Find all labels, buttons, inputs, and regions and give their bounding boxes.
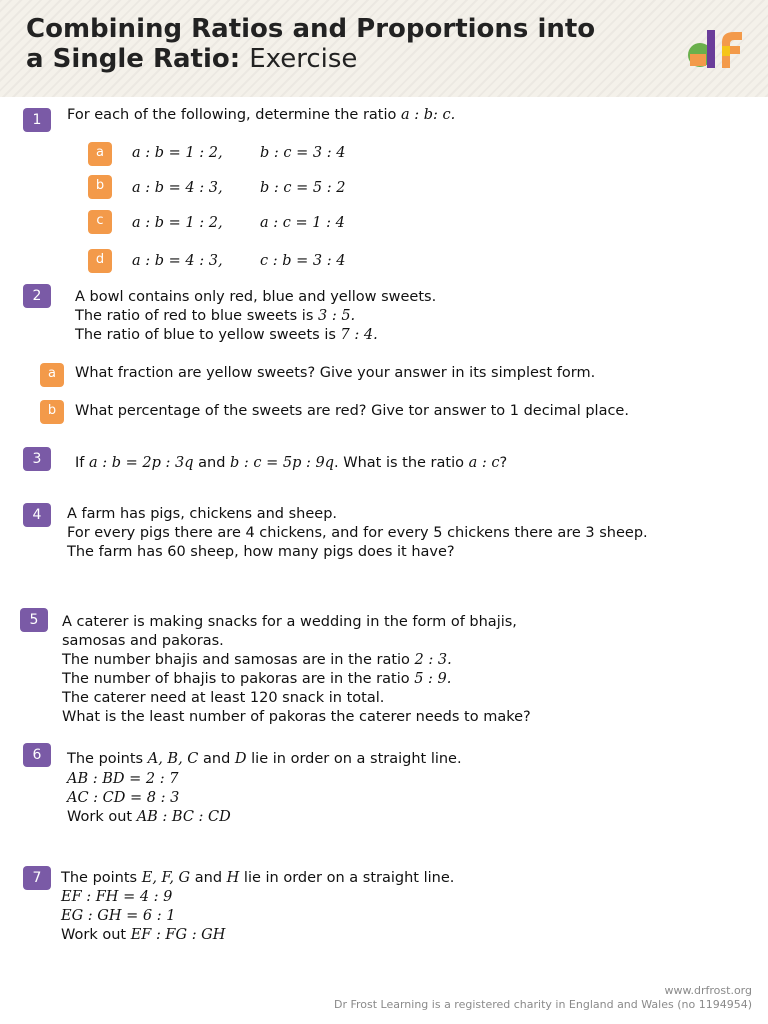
q2-line1: A bowl contains only red, blue and yellow sweets. (75, 289, 437, 305)
q6-line1 (67, 750, 462, 769)
q6-l1m: A, B, C (147, 751, 199, 767)
q5-line6: What is the least number of pakoras the caterer needs to make? (62, 709, 531, 725)
q1-part-a-right: b : c = 3 : 4 (260, 145, 346, 161)
q5-line1: A caterer is making snacks for a wedding in the form of bhajis, (62, 614, 517, 630)
q5-line3 (62, 651, 452, 670)
q6-l1b: and (198, 751, 235, 767)
q3-text (75, 454, 507, 473)
q3-t2: and (193, 455, 231, 471)
q2-part-b-text: What percentage of the sweets are red? Give tor answer to 1 decimal place. (75, 403, 629, 419)
q1-part-d-left: a : b = 4 : 3, (132, 253, 223, 269)
title-exercise: Exercise (249, 44, 358, 74)
q4-line3: The farm has 60 sheep, how many pigs does it have? (67, 544, 455, 560)
q5-line4-text: The number of bhajis to pakoras are in the ratio (62, 671, 415, 687)
q6-l4a: Work out (67, 809, 137, 825)
q2-part-a-text: What fraction are yellow sweets? Give your answer in its simplest form. (75, 365, 596, 381)
q2-part-b-badge: b (40, 400, 64, 424)
q4-line2: For every pigs there are 4 chickens, and for every 5 chickens there are 3 sheep. (67, 525, 648, 541)
q7-l1m: E, F, G (141, 870, 191, 886)
q7-l4m: EF : FG : GH (130, 927, 226, 943)
q5-line3-math: 2 : 3. (414, 652, 452, 668)
q7-line3: EG : GH = 6 : 1 (61, 908, 176, 924)
q5-line3-text: The number bhajis and samosas are in the ratio (62, 652, 415, 668)
q7-line4 (61, 926, 225, 945)
q6-l1a: The points (67, 751, 148, 767)
q6-l4m: AB : BC : CD (136, 809, 231, 825)
q6-l1c: lie in order on a straight line. (246, 751, 462, 767)
q7-l4a: Work out (61, 927, 131, 943)
q1-part-c-badge: c (88, 210, 112, 234)
q2-line3 (75, 326, 378, 345)
footer-charity: Dr Frost Learning is a registered charity in England and Wales (no 1194954) (333, 998, 752, 1011)
q7-l1a: The points (61, 870, 142, 886)
q1-part-a-badge: a (88, 142, 112, 166)
q3-m3: a : c (468, 455, 500, 471)
footer-url: www.drfrost.org (664, 984, 752, 997)
q2-part-a-badge: a (40, 363, 64, 387)
q5-line2: samosas and pakoras. (62, 633, 224, 649)
question-1-prompt (67, 106, 455, 125)
question-6-badge: 6 (23, 743, 51, 767)
q1-part-b-right: b : c = 5 : 2 (260, 180, 346, 196)
q1-part-c-left: a : b = 1 : 2, (132, 215, 223, 231)
q3-m2: b : c = 5p : 9q (230, 455, 335, 471)
q1-part-d-right: c : b = 3 : 4 (260, 253, 346, 269)
question-1-badge: 1 (23, 108, 51, 132)
q1-part-b-left: a : b = 4 : 3, (132, 180, 223, 196)
question-5-badge: 5 (20, 608, 48, 632)
q1-prompt-text: For each of the following, determine the ratio (67, 107, 401, 123)
q7-line1 (61, 869, 454, 888)
q3-t3: . What is the ratio (334, 455, 469, 471)
q6-line4 (67, 808, 231, 827)
q7-l1b: and (190, 870, 227, 886)
q1-part-b-badge: b (88, 175, 112, 199)
q5-line4-math: 5 : 9. (414, 671, 452, 687)
q5-line4 (62, 670, 451, 689)
q1-prompt-math: a : b: c. (401, 107, 456, 123)
question-3-badge: 3 (23, 447, 51, 471)
q2-line2 (75, 307, 355, 326)
q6-line3: AC : CD = 8 : 3 (67, 790, 180, 806)
q2-line2-math: 3 : 5. (318, 308, 356, 324)
q4-line1: A farm has pigs, chickens and sheep. (67, 506, 338, 522)
q3-t4: ? (499, 455, 508, 471)
q7-line2: EF : FH = 4 : 9 (61, 889, 173, 905)
question-7-badge: 7 (23, 866, 51, 890)
q3-t1: If (75, 455, 89, 471)
q2-line2-text: The ratio of red to blue sweets is (75, 308, 318, 324)
q6-l1m2: D (234, 751, 247, 767)
df-logo (686, 28, 746, 72)
q7-l1m2: H (226, 870, 240, 886)
q1-part-d-badge: d (88, 249, 112, 273)
q6-line2: AB : BD = 2 : 7 (67, 771, 179, 787)
q2-line3-text: The ratio of blue to yellow sweets is (75, 327, 341, 343)
title-line1: Combining Ratios and Proportions into (26, 14, 596, 44)
q5-line5: The caterer need at least 120 snack in total. (62, 690, 385, 706)
q7-l1c: lie in order on a straight line. (239, 870, 455, 886)
q1-part-c-right: a : c = 1 : 4 (260, 215, 345, 231)
question-4-badge: 4 (23, 503, 51, 527)
q3-m1: a : b = 2p : 3q (89, 455, 194, 471)
q2-line3-math: 7 : 4. (340, 327, 378, 343)
question-2-badge: 2 (23, 284, 51, 308)
page-title (26, 14, 646, 74)
title-line2: a Single Ratio: (26, 44, 241, 74)
q1-part-a-left: a : b = 1 : 2, (132, 145, 223, 161)
